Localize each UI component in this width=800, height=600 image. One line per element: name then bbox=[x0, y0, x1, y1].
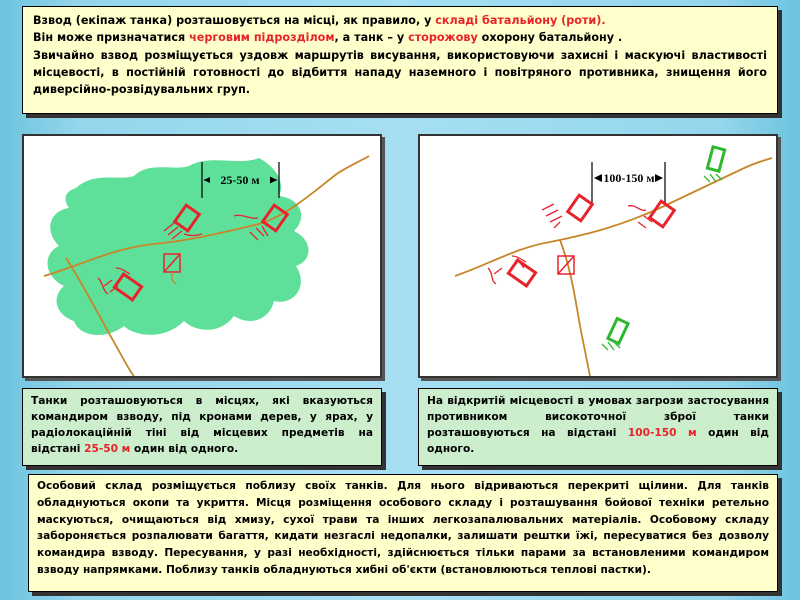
tank-symbol-2 bbox=[650, 201, 675, 227]
intro-line-2: Він може призначатися черговим підрозділом, а танк – у сторожову охорону батальйону . bbox=[33, 31, 623, 45]
crew-symbol-1 bbox=[542, 204, 562, 228]
intro-paragraph: Звичайно взвод розміщується уздовж маршрутів висування, використовуючи захисні і маскуючі властивості місцевості, в постійній готовності до відбиття нападу наземного і повітряного противника, знищення його диверсійно-розвідувальних груп. bbox=[33, 48, 767, 97]
distance-arrowhead-left bbox=[594, 174, 602, 182]
decoy-tank-2 bbox=[608, 318, 628, 343]
open-terrain-deployment-map bbox=[418, 134, 778, 378]
tank-symbol-1 bbox=[568, 195, 593, 221]
distance-label: 25-50 м bbox=[220, 173, 260, 187]
road-branch bbox=[560, 240, 590, 376]
personnel-rules-text: Особовий склад розміщується поблизу своїх танків. Для нього відриваються перекриті щілини. Для танків обладнуються окопи та укриття. Місця розміщення особового складу і розташування бойової техніки ретельно маскуються, очищаються від хмизу, сухої трави та інших легкозапалювальних матеріалів. Особовому складу забороняється розпалювати багаття, кидати незгаслі недопалки, залишати рештки їжі, пересуватися без дозволу командира взводу. Пересування, у разі необхідності, здійснюється тільки парами за встановленими командиром взводу напрямками. Поблизу танків обладнуються хибні об'єкти (встановлюються теплові пастки). bbox=[28, 474, 778, 592]
intro-text-box bbox=[22, 6, 778, 114]
distance-arrowhead-right bbox=[655, 174, 663, 182]
intro-line-1: Взвод (екіпаж танка) розташовується на місці, як правило, у складі батальйону (роти). bbox=[33, 14, 606, 27]
caption-open-terrain: На відкритій місцевості в умовах загрози застосування противником високоточної зброї танки розташовуються на відстані 100-150 м один від одного. bbox=[418, 388, 778, 466]
tank-symbol-3 bbox=[508, 260, 535, 286]
forest-deployment-map bbox=[22, 134, 382, 378]
distance-label: 100-150 м bbox=[603, 171, 655, 185]
decoy-tank-1 bbox=[707, 147, 724, 171]
caption-forest: Танки розташовуються в місцях, які вказуються командиром взводу, під кронами дерев, у ярах, у радіолокаційній тіні від місцевих предметів на відстані 25-50 м один від одного. bbox=[22, 388, 382, 466]
